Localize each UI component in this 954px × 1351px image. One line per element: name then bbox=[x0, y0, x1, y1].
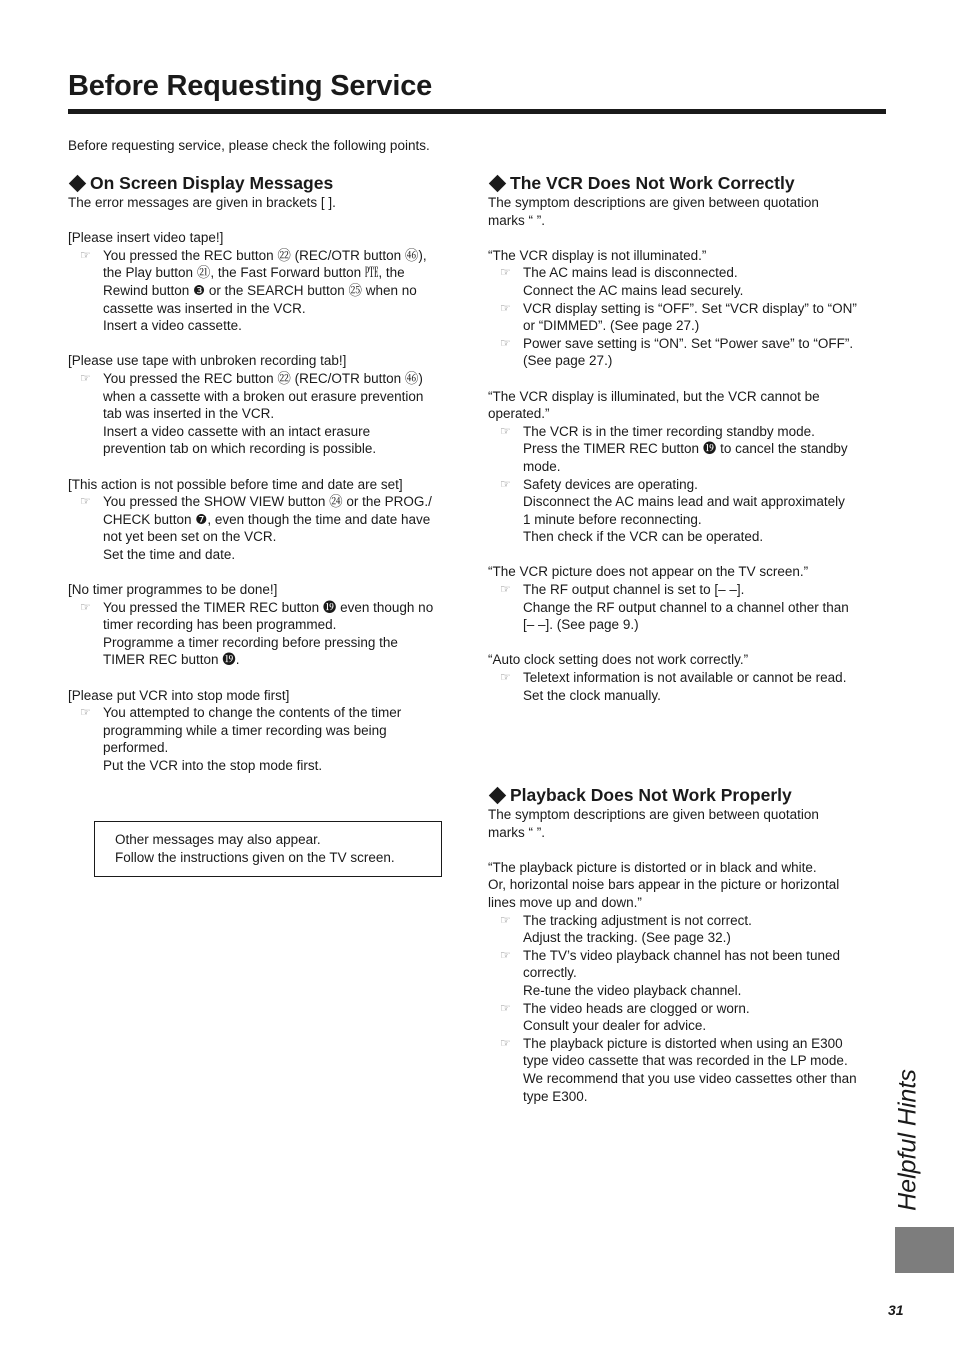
note-box bbox=[94, 821, 442, 877]
osd-message: [Please insert video tape!] bbox=[68, 230, 224, 246]
symptom-line: “The playback picture is distorted or in black and white. bbox=[488, 859, 817, 875]
vcr-heading bbox=[488, 172, 888, 194]
pointing-hand-icon: ☞ bbox=[500, 335, 511, 350]
bullet-line: Rewind button ❸ or the SEARCH button ㉕ when no bbox=[103, 282, 417, 298]
bullet-text bbox=[103, 493, 468, 563]
osd-heading-text: On Screen Display Messages bbox=[90, 173, 334, 193]
osd-message: [This action is not possible before time and date are set] bbox=[68, 476, 403, 492]
bullet-line: You attempted to change the contents of the timer bbox=[103, 705, 402, 721]
symptom-line: “Auto clock setting does not work correctly.” bbox=[488, 652, 749, 668]
page-title: Before Requesting Service bbox=[68, 70, 433, 102]
section-intro: marks “ ”. bbox=[488, 212, 545, 228]
bullet-line: Insert a video cassette. bbox=[103, 318, 242, 334]
spacer bbox=[488, 370, 888, 388]
bullet-item bbox=[68, 370, 468, 458]
pointing-hand-icon: ☞ bbox=[500, 1000, 511, 1015]
bullet-item bbox=[488, 300, 888, 335]
bullet-item bbox=[488, 476, 888, 546]
bullet-line: Consult your dealer for advice. bbox=[523, 1018, 707, 1034]
osd-heading bbox=[68, 172, 468, 194]
bullet-line: the Play button ㉑, the Fast Forward button ㉐, the bbox=[103, 265, 405, 281]
bullet-text bbox=[523, 912, 888, 947]
pointing-hand-icon: ☞ bbox=[500, 947, 511, 962]
symptom-line: operated.” bbox=[488, 406, 550, 422]
section-intro: The symptom descriptions are given between quotation bbox=[488, 195, 819, 210]
pointing-hand-icon: ☞ bbox=[80, 370, 91, 385]
bullet-text bbox=[523, 264, 888, 299]
bullet-line: The VCR is in the timer recording standby mode. bbox=[523, 423, 815, 439]
bullet-text bbox=[523, 476, 888, 546]
bullet-item bbox=[488, 1035, 888, 1105]
playback-heading bbox=[488, 784, 888, 806]
bullet-line: Put the VCR into the stop mode first. bbox=[103, 758, 323, 773]
spacer bbox=[488, 841, 888, 859]
bullet-line: type E300. bbox=[523, 1088, 588, 1104]
bullet-line: TIMER REC button ⓳. bbox=[103, 652, 240, 668]
playback-column bbox=[488, 784, 888, 1105]
pointing-hand-icon: ☞ bbox=[500, 265, 511, 280]
bullet-line: cassette was inserted in the VCR. bbox=[103, 300, 306, 316]
pointing-hand-icon: ☞ bbox=[500, 1035, 511, 1050]
page-intro: Before requesting service, please check the following points. bbox=[68, 138, 430, 153]
playback-section bbox=[488, 806, 888, 1105]
spacer bbox=[68, 335, 468, 353]
bullet-item bbox=[68, 599, 468, 669]
bullet-line: Set the time and date. bbox=[103, 546, 236, 562]
bullet-line: Adjust the tracking. (See page 32.) bbox=[523, 930, 731, 946]
spacer bbox=[68, 212, 468, 230]
bullet-line: The tracking adjustment is not correct. bbox=[523, 912, 752, 928]
bullet-line: tab was inserted in the VCR. bbox=[103, 406, 275, 422]
bullet-item bbox=[68, 704, 468, 774]
pointing-hand-icon: ☞ bbox=[500, 582, 511, 597]
bullet-text bbox=[523, 581, 888, 634]
bullet-line: The video heads are clogged or worn. bbox=[523, 1000, 750, 1016]
spacer bbox=[68, 563, 468, 581]
pointing-hand-icon: ☞ bbox=[500, 300, 511, 315]
bullet-line: CHECK button ❼, even though the time and date have bbox=[103, 511, 431, 527]
spacer bbox=[488, 634, 888, 652]
bullet-text bbox=[103, 704, 468, 774]
bullet-item bbox=[68, 247, 468, 335]
bullet-item bbox=[488, 581, 888, 634]
note-line: Follow the instructions given on the TV screen. bbox=[115, 849, 395, 865]
page-number: 31 bbox=[888, 1302, 904, 1318]
bullet-line: The playback picture is distorted when using an E300 bbox=[523, 1035, 843, 1051]
bullet-item bbox=[488, 947, 888, 1000]
bullet-line: correctly. bbox=[523, 965, 577, 981]
section-tab bbox=[895, 1227, 954, 1273]
bullet-line: Set the clock manually. bbox=[523, 687, 661, 703]
bullet-text bbox=[523, 947, 888, 1000]
bullet-item bbox=[488, 335, 888, 370]
bullet-line: Connect the AC mains lead securely. bbox=[523, 282, 744, 298]
bullet-line: Re-tune the video playback channel. bbox=[523, 982, 742, 998]
side-label-text: Helpful Hints bbox=[893, 1069, 922, 1211]
pointing-hand-icon: ☞ bbox=[80, 599, 91, 614]
pointing-hand-icon: ☞ bbox=[500, 670, 511, 685]
bullet-item bbox=[488, 669, 888, 704]
osd-message: [Please put VCR into stop mode first] bbox=[68, 687, 290, 703]
symptom-line: “The VCR display is not illuminated.” bbox=[488, 247, 707, 263]
osd-section bbox=[68, 194, 468, 775]
bullet-line: Power save setting is “ON”. Set “Power save” to “OFF”. bbox=[523, 335, 854, 351]
spacer bbox=[68, 458, 468, 476]
symptom-line: Or, horizontal noise bars appear in the picture or horizontal bbox=[488, 877, 840, 893]
bullet-line: programming while a timer recording was being bbox=[103, 722, 387, 738]
spacer bbox=[488, 229, 888, 247]
bullet-line: Disconnect the AC mains lead and wait approximately bbox=[523, 494, 845, 510]
bullet-text bbox=[103, 370, 468, 458]
bullet-line: 1 minute before reconnecting. bbox=[523, 511, 702, 527]
bullet-line: [– –]. (See page 9.) bbox=[523, 617, 639, 633]
bullet-text bbox=[103, 247, 468, 335]
bullet-line: mode. bbox=[523, 458, 561, 474]
bullet-item bbox=[488, 912, 888, 947]
bullet-line: performed. bbox=[103, 740, 169, 756]
bullet-line: The AC mains lead is disconnected. bbox=[523, 265, 738, 281]
bullet-line: Change the RF output channel to a channel other than bbox=[523, 599, 849, 615]
section-intro: marks “ ”. bbox=[488, 824, 545, 840]
bullet-line: The RF output channel is set to [– –]. bbox=[523, 582, 745, 598]
bullet-line: Teletext information is not available or cannot be read. bbox=[523, 670, 847, 686]
title-rule bbox=[68, 109, 886, 114]
symptom-line: lines move up and down.” bbox=[488, 894, 642, 910]
bullet-line: (See page 27.) bbox=[523, 353, 613, 369]
symptom-line: “The VCR display is illuminated, but the VCR cannot be bbox=[488, 388, 820, 404]
left-column bbox=[68, 172, 468, 775]
bullet-line: Safety devices are operating. bbox=[523, 476, 698, 492]
spacer bbox=[68, 669, 468, 687]
osd-message: [Please use tape with unbroken recording tab!] bbox=[68, 353, 347, 369]
vcr-section bbox=[488, 194, 888, 704]
bullet-line: Programme a timer recording before pressing the bbox=[103, 634, 398, 650]
pointing-hand-icon: ☞ bbox=[80, 705, 91, 720]
bullet-line: Then check if the VCR can be operated. bbox=[523, 529, 764, 545]
osd-intro: The error messages are given in brackets [ ]. bbox=[68, 195, 336, 210]
note-line: Other messages may also appear. bbox=[115, 832, 321, 847]
bullet-item bbox=[488, 264, 888, 299]
playback-heading-text: Playback Does Not Work Properly bbox=[510, 785, 792, 805]
bullet-text bbox=[523, 1000, 888, 1035]
symptom-line: “The VCR picture does not appear on the TV screen.” bbox=[488, 564, 809, 580]
side-label bbox=[888, 1060, 928, 1220]
bullet-line: prevention tab on which recording is possible. bbox=[103, 441, 377, 457]
pointing-hand-icon: ☞ bbox=[80, 247, 91, 262]
bullet-line: not yet been set on the VCR. bbox=[103, 529, 277, 545]
bullet-text bbox=[523, 300, 888, 335]
bullet-item bbox=[488, 1000, 888, 1035]
section-intro: The symptom descriptions are given between quotation bbox=[488, 807, 819, 822]
bullet-item bbox=[488, 423, 888, 476]
bullet-line: You pressed the REC button ㉒ (REC/OTR button ㊻), bbox=[103, 247, 427, 263]
bullet-line: when a cassette with a broken out erasure prevention bbox=[103, 388, 424, 404]
bullet-line: We recommend that you use video cassettes other than bbox=[523, 1070, 857, 1086]
bullet-line: type video cassette that was recorded in the LP mode. bbox=[523, 1053, 848, 1069]
bullet-text bbox=[103, 599, 468, 669]
bullet-line: or “DIMMED”. (See page 27.) bbox=[523, 318, 700, 334]
bullet-text bbox=[523, 423, 888, 476]
diamond-bullet-icon bbox=[69, 174, 86, 191]
bullet-line: Insert a video cassette with an intact erasure bbox=[103, 423, 371, 439]
bullet-line: You pressed the SHOW VIEW button ㉔ or the PROG./ bbox=[103, 494, 432, 510]
bullet-line: You pressed the REC button ㉒ (REC/OTR button ㊻) bbox=[103, 370, 423, 386]
bullet-item bbox=[68, 493, 468, 563]
diamond-bullet-icon bbox=[489, 174, 506, 191]
pointing-hand-icon: ☞ bbox=[500, 423, 511, 438]
pointing-hand-icon: ☞ bbox=[500, 912, 511, 927]
pointing-hand-icon: ☞ bbox=[80, 494, 91, 509]
bullet-line: VCR display setting is “OFF”. Set “VCR display” to “ON” bbox=[523, 300, 857, 316]
bullet-line: Press the TIMER REC button ⓳ to cancel the standby bbox=[523, 441, 848, 457]
bullet-line: timer recording has been programmed. bbox=[103, 617, 337, 633]
right-column bbox=[488, 172, 888, 704]
vcr-heading-text: The VCR Does Not Work Correctly bbox=[510, 173, 795, 193]
bullet-text bbox=[523, 669, 888, 704]
diamond-bullet-icon bbox=[489, 786, 506, 803]
bullet-text bbox=[523, 1035, 888, 1105]
spacer bbox=[488, 546, 888, 564]
bullet-line: The TV’s video playback channel has not been tuned bbox=[523, 947, 840, 963]
bullet-line: You pressed the TIMER REC button ⓳ even though no bbox=[103, 599, 434, 615]
pointing-hand-icon: ☞ bbox=[500, 476, 511, 491]
bullet-text bbox=[523, 335, 888, 370]
osd-message: [No timer programmes to be done!] bbox=[68, 582, 278, 598]
